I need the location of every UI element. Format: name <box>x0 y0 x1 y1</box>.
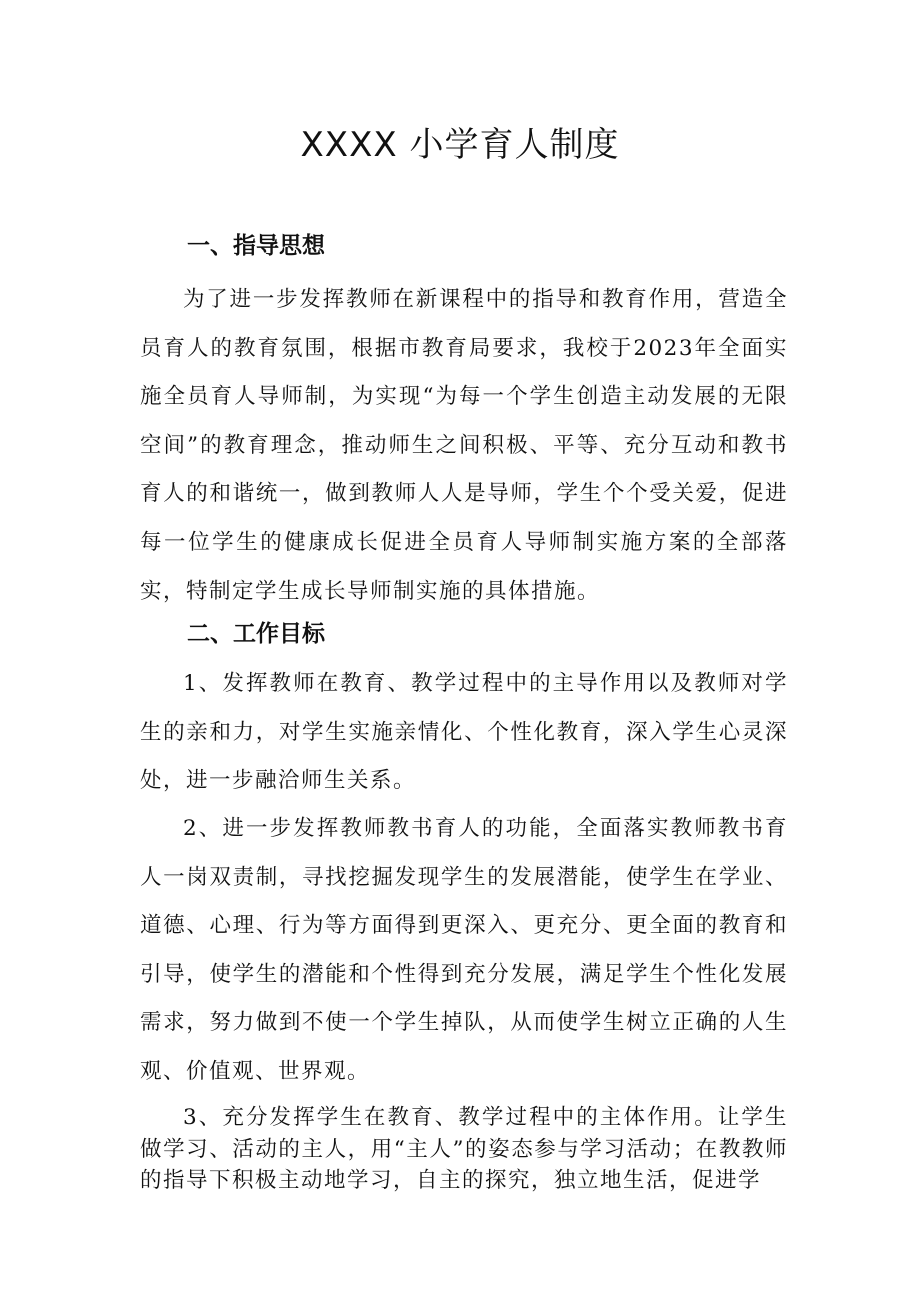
work-goal-paragraph-2: 2、进一步发挥教师教书育人的功能，全面落实教师教书育人一岗双责制，寻找挖掘发现学生的发展潜能，使学生在学业、道德、心理、行为等方面得到更深入、更充分、更全面的教育和引导，使学生的潜能和个性得到充分发展，满足学生个性化发展需求，努力做到不使一个学生掉队，从而使学生树立正确的人生观、价值观、世界观。 <box>140 816 788 1084</box>
section-heading-work-goals: 二、工作目标 <box>187 621 325 647</box>
document-title: XXXX 小学育人制度 <box>300 125 620 165</box>
section-heading-guiding-ideology: 一、指导思想 <box>187 233 325 259</box>
work-goal-paragraph-3: 3、充分发挥学生在教育、教学过程中的主体作用。让学生做学习、活动的主人，用“主人”的姿态参与学习活动；在教教师的指导下积极主动地学习，自主的探究，独立地生活，促进学 <box>140 1105 788 1193</box>
work-goal-paragraph-1: 1、发挥教师在教育、教学过程中的主导作用以及教师对学生的亲和力，对学生实施亲情化、个性化教育，深入学生心灵深处，进一步融洽师生关系。 <box>140 671 788 794</box>
guiding-ideology-paragraph: 为了进一步发挥教师在新课程中的指导和教育作用，营造全员育人的教育氛围，根据市教育局要求，我校于2023年全面实施全员育人导师制，为实现“为每一个学生创造主动发展的无限空间”的教育理念，推动师生之间积极、平等、充分互动和教书育人的和谐统一，做到教师人人是导师，学生个个受关爱，促进每一位学生的健康成长促进全员育人导师制实施方案的全部落实，特制定学生成长导师制实施的具体措施。 <box>140 287 788 604</box>
